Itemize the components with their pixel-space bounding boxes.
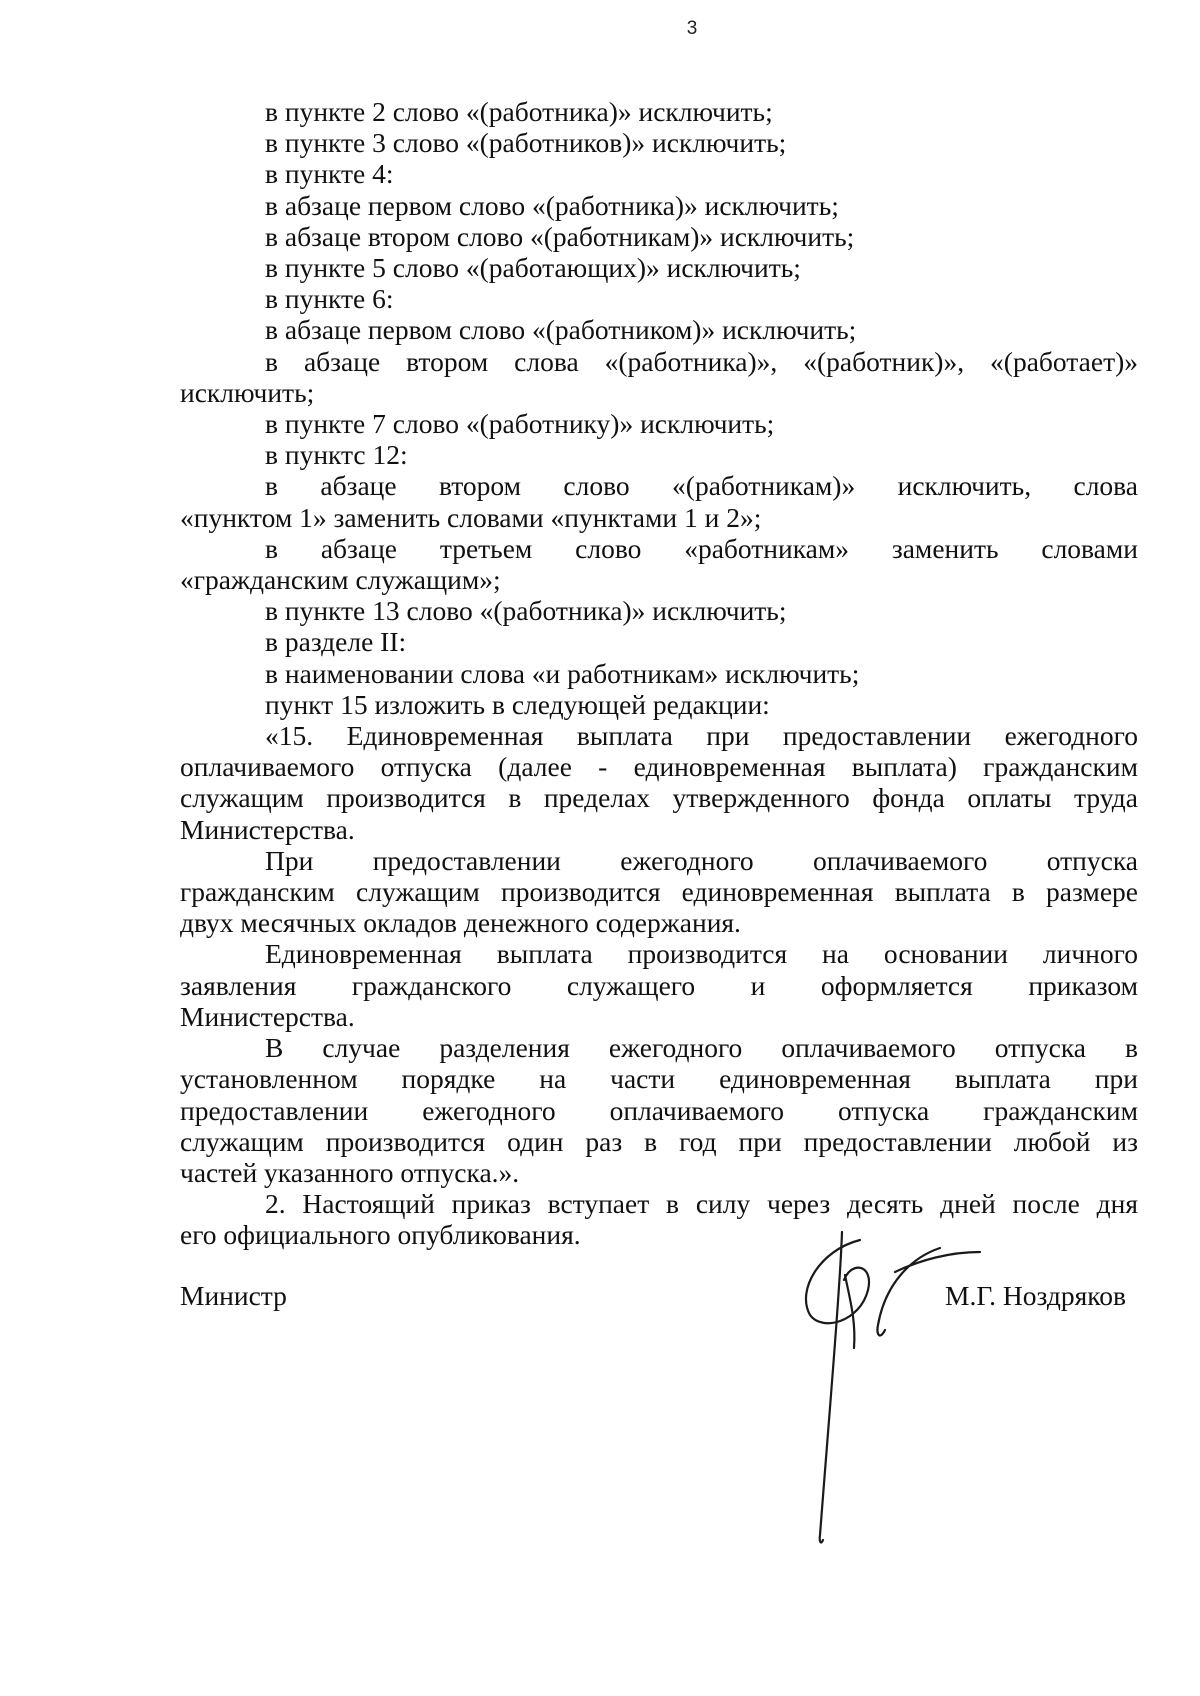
text-line: в пункте 5 слово «(работающих)» исключить; bbox=[265, 252, 801, 284]
text-line: предоставлении ежегодного оплачиваемого отпуска гражданским bbox=[180, 1094, 1138, 1126]
handwritten-signature bbox=[790, 1230, 1050, 1560]
text-line: Министерства. bbox=[180, 1000, 355, 1032]
text-line: в пункте 4: bbox=[265, 158, 394, 190]
text-line: в пункте 6: bbox=[265, 283, 394, 315]
text-line: в абзаце третьем слово «работникам» заменить словами bbox=[265, 532, 1138, 564]
text-line: в пункте 2 слово «(работника)» исключить; bbox=[265, 96, 773, 127]
signatory-name: М.Г. Ноздряков bbox=[945, 1280, 1126, 1311]
text-line: Единовременная выплата производится на основании личного bbox=[265, 938, 1138, 970]
text-line: оплачиваемого отпуска (далее - единовременная выплата) гражданским bbox=[180, 751, 1138, 783]
text-line: «15. Единовременная выплата при предоставлении ежегодного bbox=[265, 720, 1138, 752]
text-line: в пункте 7 слово «(работнику)» исключить; bbox=[265, 408, 775, 440]
page-number: 3 bbox=[686, 18, 698, 39]
text-line: двух месячных окладов денежного содержания. bbox=[180, 907, 741, 939]
text-line: в пунктс 12: bbox=[265, 439, 408, 471]
text-line: служащим производится один раз в год при предоставлении любой из bbox=[180, 1125, 1138, 1157]
text-line: в пункте 3 слово «(работников)» исключить; bbox=[265, 127, 787, 159]
text-line: частей указанного отпуска.». bbox=[180, 1156, 520, 1188]
text-line: в пункте 13 слово «(работника)» исключить; bbox=[265, 595, 787, 627]
text-line: заявления гражданского служащего и оформляется приказом bbox=[180, 969, 1138, 1001]
text-line: установленном порядке на части единовременная выплата при bbox=[180, 1063, 1138, 1095]
text-line: 2. Настоящий приказ вступает в силу через десять дней после дня bbox=[265, 1188, 1138, 1220]
text-line: в абзаце первом слово «(работника)» исключить; bbox=[265, 189, 839, 221]
text-line: его официального опубликования. bbox=[180, 1219, 581, 1251]
text-line: исключить; bbox=[180, 376, 315, 408]
text-line: «гражданским служащим»; bbox=[180, 564, 501, 596]
text-line: Министерства. bbox=[180, 813, 355, 845]
text-line: пункт 15 изложить в следующей редакции: bbox=[265, 688, 770, 720]
text-line: «пунктом 1» заменить словами «пунктами 1 и 2»; bbox=[180, 501, 762, 533]
text-line: в наименовании слова «и работникам» исключить; bbox=[265, 657, 860, 689]
document-body bbox=[180, 96, 1138, 1251]
text-line: в абзаце втором слово «(работникам)» исключить, слова bbox=[265, 470, 1138, 502]
text-line: в абзаце втором слово «(работникам)» исключить; bbox=[265, 220, 855, 252]
text-line: При предоставлении ежегодного оплачиваемого отпуска bbox=[265, 844, 1138, 876]
signatory-title: Министр bbox=[180, 1280, 287, 1311]
text-line: служащим производится в пределах утвержденного фонда оплаты труда bbox=[180, 782, 1138, 814]
text-line: гражданским служащим производится единовременная выплата в размере bbox=[180, 876, 1138, 908]
text-line: в разделе II: bbox=[265, 626, 407, 658]
text-line: в абзаце втором слова «(работника)», «(работник)», «(работает)» bbox=[265, 345, 1138, 377]
text-line: в абзаце первом слово «(работником)» исключить; bbox=[265, 314, 857, 346]
text-line: В случае разделения ежегодного оплачиваемого отпуска в bbox=[265, 1032, 1138, 1064]
